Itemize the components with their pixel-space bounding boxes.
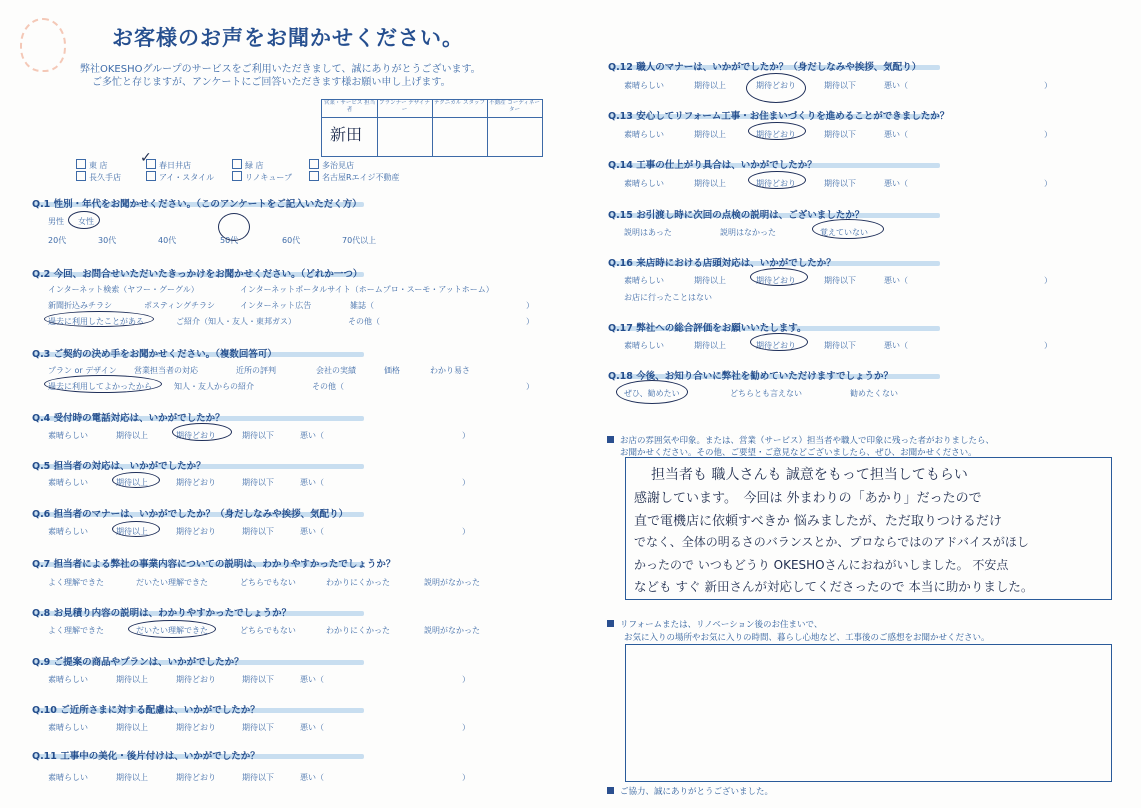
answer-circle-mark: [746, 73, 806, 103]
left-q9-option[interactable]: 期待どおり: [176, 675, 216, 684]
right-q5-title: Q.16 来店時における店頭対応は、いかがでしたか？: [608, 258, 836, 269]
left-q8-option[interactable]: だいたい理解できた: [136, 626, 208, 635]
left-q11-title: Q.11 工事中の美化・後片付けは、いかがでしたか？: [32, 751, 260, 762]
right-q5-option[interactable]: お店に行ったことはない: [624, 293, 712, 302]
left-q4-option[interactable]: 期待以上: [116, 431, 148, 440]
staff-header-planner: プランナー デザイナー: [379, 100, 430, 113]
left-q1-option[interactable]: 40代: [158, 236, 177, 245]
left-q6-title: Q.6 担当者のマナーは、いかがでしたか？（身だしなみや挨拶、気配り）: [32, 509, 349, 520]
left-q4-option[interactable]: 素晴らしい: [48, 431, 88, 440]
right-q2-option[interactable]: 期待以上: [694, 130, 726, 139]
comment-line-1: 担当者も 職人さんも 誠意をもって担当してもらい: [651, 467, 968, 483]
right-q2-option[interactable]: 素晴らしい: [624, 130, 664, 139]
answer-circle-mark: [68, 211, 100, 229]
left-q3-title: Q.3 ご契約の決め手をお聞かせください。（複数回答可）: [32, 349, 277, 360]
left-q6-option[interactable]: 素晴らしい: [48, 527, 88, 536]
left-q11-option[interactable]: 素晴らしい: [48, 773, 88, 782]
store-tajimi[interactable]: 多治見店: [309, 159, 354, 171]
left-q10-option[interactable]: 素晴らしい: [48, 723, 88, 732]
right-q5-option[interactable]: 期待以上: [694, 276, 726, 285]
left-q1-title: Q.1 性別・年代をお聞かせください。（このアンケートをご記入いただく方）: [32, 199, 362, 210]
answer-circle-mark: [748, 171, 806, 189]
store-nagoya-r-age[interactable]: 名古屋Rエイジ不動産: [309, 171, 400, 183]
left-q6-option: ）: [462, 527, 470, 536]
left-q8-title: Q.8 お見積り内容の説明は、わかりやすかったでしょうか？: [32, 608, 292, 619]
right-q1-option: 悪い（: [884, 81, 908, 90]
left-q7-option[interactable]: どちらでもない: [240, 578, 296, 587]
comment-line-5: かったので いつもどうり OKESHOさんにおねがいしました。 不安点: [634, 558, 1009, 572]
right-q4-option[interactable]: 説明はあった: [624, 228, 672, 237]
left-q7-option[interactable]: よく理解できた: [48, 578, 104, 587]
answer-circle-mark: [748, 122, 806, 140]
answer-circle-mark: [812, 219, 884, 239]
left-q2-option[interactable]: インターネット広告: [240, 301, 312, 310]
left-q10-option[interactable]: 期待どおり: [176, 723, 216, 732]
left-q3-option[interactable]: 価格: [384, 366, 400, 375]
right-q5-option: ）: [1044, 276, 1052, 285]
left-q5-option: ）: [462, 478, 470, 487]
left-q6-option: 悪い（: [300, 527, 324, 536]
right-q4-option[interactable]: 説明はなかった: [720, 228, 776, 237]
right-q7-option[interactable]: どちらとも言えない: [730, 389, 802, 398]
right-q3-option: 悪い（: [884, 179, 908, 188]
left-q8-option[interactable]: どちらでもない: [240, 626, 296, 635]
left-q2-option[interactable]: 新聞折込みチラシ: [48, 301, 112, 310]
left-q11-option[interactable]: 期待以下: [242, 773, 274, 782]
left-q4-option[interactable]: 期待どおり: [176, 431, 216, 440]
right-q1-option[interactable]: 期待以下: [824, 81, 856, 90]
right-q2-option: 悪い（: [884, 130, 908, 139]
left-q11-option: ）: [462, 773, 470, 782]
left-q9-option[interactable]: 期待以上: [116, 675, 148, 684]
right-q1-title: Q.12 職人のマナーは、いかがでしたか？（身だしなみや挨拶、気配り）: [608, 62, 922, 73]
left-q9-option[interactable]: 期待以下: [242, 675, 274, 684]
left-q8-option[interactable]: よく理解できた: [48, 626, 104, 635]
left-q5-option[interactable]: 期待以下: [242, 478, 274, 487]
left-q2-option[interactable]: 過去に利用したことがある: [48, 317, 144, 326]
left-q9-title: Q.9 ご提案の商品やプランは、いかがでしたか？: [32, 657, 244, 668]
staff-header-technical: テクニカル スタッフ: [434, 100, 485, 106]
right-q6-option[interactable]: 期待以下: [824, 341, 856, 350]
right-q6-option[interactable]: 期待どおり: [756, 341, 796, 350]
store-east[interactable]: 東 店: [76, 159, 108, 171]
left-q11-option[interactable]: 期待どおり: [176, 773, 216, 782]
left-q2-option[interactable]: ポスティングチラシ: [144, 301, 216, 310]
left-q4-title: Q.4 受付時の電話対応は、いかがでしたか？: [32, 413, 225, 424]
left-q4-option: ）: [462, 431, 470, 440]
left-q3-option: ）: [526, 382, 534, 391]
right-q2-option[interactable]: 期待以下: [824, 130, 856, 139]
left-q7-option[interactable]: だいたい理解できた: [136, 578, 208, 587]
left-q3-option[interactable]: わかり易さ: [430, 366, 470, 375]
right-q7-option[interactable]: ぜひ、勧めたい: [624, 389, 680, 398]
left-q7-option[interactable]: 説明がなかった: [424, 578, 480, 587]
left-q2-title: Q.2 今回、お問合せいただいたきっかけをお聞かせください。（どれか一つ）: [32, 269, 363, 280]
answer-circle-mark: [616, 380, 688, 404]
answer-circle-mark: [112, 521, 160, 537]
left-q6-option[interactable]: 期待以上: [116, 527, 148, 536]
reform-prompt-1: リフォームまたは、リノベーション後のお住まいで、: [607, 618, 822, 630]
right-q4-title: Q.15 お引渡し時に次回の点検の説明は、ございましたか？: [608, 210, 865, 221]
right-q1-option: ）: [1044, 81, 1052, 90]
reform-comment-box[interactable]: [625, 644, 1112, 782]
store-renocube[interactable]: リノキューブ: [232, 171, 292, 183]
left-q1-option[interactable]: 男性: [48, 217, 64, 226]
right-q6-option: ）: [1044, 341, 1052, 350]
left-q1-option[interactable]: 50代: [220, 236, 239, 245]
store-istyle[interactable]: アイ・スタイル: [146, 171, 214, 183]
left-q3-option[interactable]: 知人・友人からの紹介: [174, 382, 254, 391]
left-q7-option[interactable]: わかりにくかった: [326, 578, 390, 587]
staff-handwritten-name: 新田: [330, 125, 363, 144]
comment-line-2: 感謝しています。 今回は 外まわりの「あかり」だったので: [634, 491, 982, 506]
comment-line-3: 直で電機店に依頼すべきか 悩みましたが、ただ取りつけるだけ: [634, 514, 1002, 529]
right-q2-title: Q.13 安心してリフォーム工事・お住まいづくりを進めることができましたか？: [608, 111, 950, 122]
left-q1-option[interactable]: 60代: [282, 236, 301, 245]
staff-header-sales: 営業・サービス 担当者: [323, 100, 376, 113]
left-q3-option[interactable]: 近所の評判: [236, 366, 276, 375]
left-q1-option[interactable]: 30代: [98, 236, 117, 245]
left-q3-option[interactable]: プラン or デザイン: [48, 366, 117, 375]
right-q3-option[interactable]: 期待どおり: [756, 179, 796, 188]
reform-prompt-2: お気に入りの場所やお気に入りの時間、暮らし心地など、工事後のご感想をお聞かせください。: [624, 633, 990, 643]
left-q2-option: ）: [526, 301, 534, 310]
left-q6-option[interactable]: 期待どおり: [176, 527, 216, 536]
right-q3-option[interactable]: 期待以上: [694, 179, 726, 188]
left-q5-option[interactable]: 素晴らしい: [48, 478, 88, 487]
right-q6-option[interactable]: 素晴らしい: [624, 341, 664, 350]
right-q6-option[interactable]: 期待以上: [694, 341, 726, 350]
store-checkmark: ✓: [140, 150, 152, 166]
left-q3-option: その他（: [312, 382, 344, 391]
left-q5-option: 悪い（: [300, 478, 324, 487]
answer-circle-mark: [44, 311, 154, 327]
answer-circle-mark: [128, 620, 216, 638]
left-q2-option[interactable]: ご紹介（知人・友人・東邦ガス）: [176, 317, 296, 326]
store-midori[interactable]: 緑 店: [232, 159, 264, 171]
right-q1-option[interactable]: 期待以上: [694, 81, 726, 90]
answer-circle-mark: [218, 213, 250, 241]
store-nagakute[interactable]: 長久手店: [76, 171, 121, 183]
right-q3-option: ）: [1044, 179, 1052, 188]
right-q5-option: 悪い（: [884, 276, 908, 285]
left-q8-option[interactable]: わかりにくかった: [326, 626, 390, 635]
comment-box[interactable]: [625, 457, 1112, 600]
footer-thanks: ご協力、誠にありがとうございました。: [607, 785, 773, 797]
left-q5-option[interactable]: 期待以上: [116, 478, 148, 487]
left-q11-option[interactable]: 期待以上: [116, 773, 148, 782]
right-q3-title: Q.14 工事の仕上がり具合は、いかがでしたか？: [608, 160, 817, 171]
left-q2-option: その他（: [348, 317, 380, 326]
left-q2-option: 雑誌（: [350, 301, 374, 310]
left-q1-option[interactable]: 70代以上: [342, 236, 377, 245]
intro-line-1: 弊社OKESHOグループのサービスをご利用いただきまして、誠にありがとうございます。: [80, 64, 481, 75]
left-q10-option: ）: [462, 723, 470, 732]
right-q5-option[interactable]: 期待以下: [824, 276, 856, 285]
comment-prompt-2: お聞かせください。その他、ご要望・ご意見などございましたら、ぜひ、お聞かせください。: [620, 448, 977, 458]
left-q11-option: 悪い（: [300, 773, 324, 782]
right-q5-option[interactable]: 素晴らしい: [624, 276, 664, 285]
right-q2-option: ）: [1044, 130, 1052, 139]
right-q3-option[interactable]: 期待以下: [824, 179, 856, 188]
left-q3-option[interactable]: 営業担当者の対応: [134, 366, 198, 375]
right-q7-option[interactable]: 勧めたくない: [850, 389, 898, 398]
left-q3-option[interactable]: 過去に利用してよかったから: [48, 382, 152, 391]
staff-header-realestate: 不動産 コーディネーター: [489, 100, 540, 113]
right-q6-option: 悪い（: [884, 341, 908, 350]
answer-circle-mark: [172, 423, 232, 441]
right-q6-title: Q.17 弊社への総合評価をお願いいたします。: [608, 323, 807, 334]
left-q8-option[interactable]: 説明がなかった: [424, 626, 480, 635]
comment-prompt-1: お店の雰囲気や印象。または、営業（サービス）担当者や職人で印象に残った者がおりましたら、: [607, 434, 994, 446]
right-q2-option[interactable]: 期待どおり: [756, 130, 796, 139]
answer-circle-mark: [750, 268, 808, 286]
left-q9-option[interactable]: 素晴らしい: [48, 675, 88, 684]
answer-circle-mark: [750, 333, 808, 351]
left-q2-option[interactable]: インターネット検索（ヤフー・グーグル）: [48, 285, 199, 294]
left-q9-option: ）: [462, 675, 470, 684]
left-q2-option[interactable]: インターネットポータルサイト（ホームプロ・スーモ・アットホーム）: [240, 285, 494, 294]
left-q2-option: ）: [526, 317, 534, 326]
staff-table: [321, 99, 543, 157]
comment-line-4: でなく、全体の明るさのバランスとか、プロならではのアドバイスがほし: [634, 535, 1029, 549]
right-q1-option[interactable]: 素晴らしい: [624, 81, 664, 90]
brand-logo: [20, 18, 66, 72]
left-q10-option: 悪い（: [300, 723, 324, 732]
comment-line-6: なども すぐ 新田さんが対応してくださったので 本当に助かりました。: [634, 579, 1034, 594]
left-q1-option[interactable]: 女性: [78, 217, 94, 226]
left-q10-option[interactable]: 期待以下: [242, 723, 274, 732]
intro-line-2: ご多忙と存じますが、アンケートにご回答いただきます様お願い申し上げます。: [92, 77, 451, 88]
answer-circle-mark: [44, 375, 162, 393]
left-q10-title: Q.10 ご近所さまに対する配慮は、いかがでしたか？: [32, 705, 260, 716]
left-q5-title: Q.5 担当者の対応は、いかがでしたか？: [32, 461, 206, 472]
right-q4-option[interactable]: 覚えていない: [820, 228, 868, 237]
right-q5-option[interactable]: 期待どおり: [756, 276, 796, 285]
left-q4-option[interactable]: 期待以下: [242, 431, 274, 440]
page-title: お客様のお声をお聞かせください。: [112, 26, 464, 50]
right-q1-option[interactable]: 期待どおり: [756, 81, 796, 90]
left-q7-title: Q.7 担当者による弊社の事業内容についての説明は、わかりやすかったでしょうか？: [32, 559, 396, 570]
store-kasugai[interactable]: 春日井店: [146, 159, 191, 171]
right-q7-title: Q.18 今後、お知り合いに弊社を勧めていただけますでしょうか？: [608, 371, 893, 382]
left-q1-option[interactable]: 20代: [48, 236, 67, 245]
left-q6-option[interactable]: 期待以下: [242, 527, 274, 536]
answer-circle-mark: [112, 472, 160, 488]
right-q3-option[interactable]: 素晴らしい: [624, 179, 664, 188]
left-q3-option[interactable]: 会社の実績: [316, 366, 356, 375]
left-q4-option: 悪い（: [300, 431, 324, 440]
left-q10-option[interactable]: 期待以上: [116, 723, 148, 732]
left-q5-option[interactable]: 期待どおり: [176, 478, 216, 487]
left-q9-option: 悪い（: [300, 675, 324, 684]
